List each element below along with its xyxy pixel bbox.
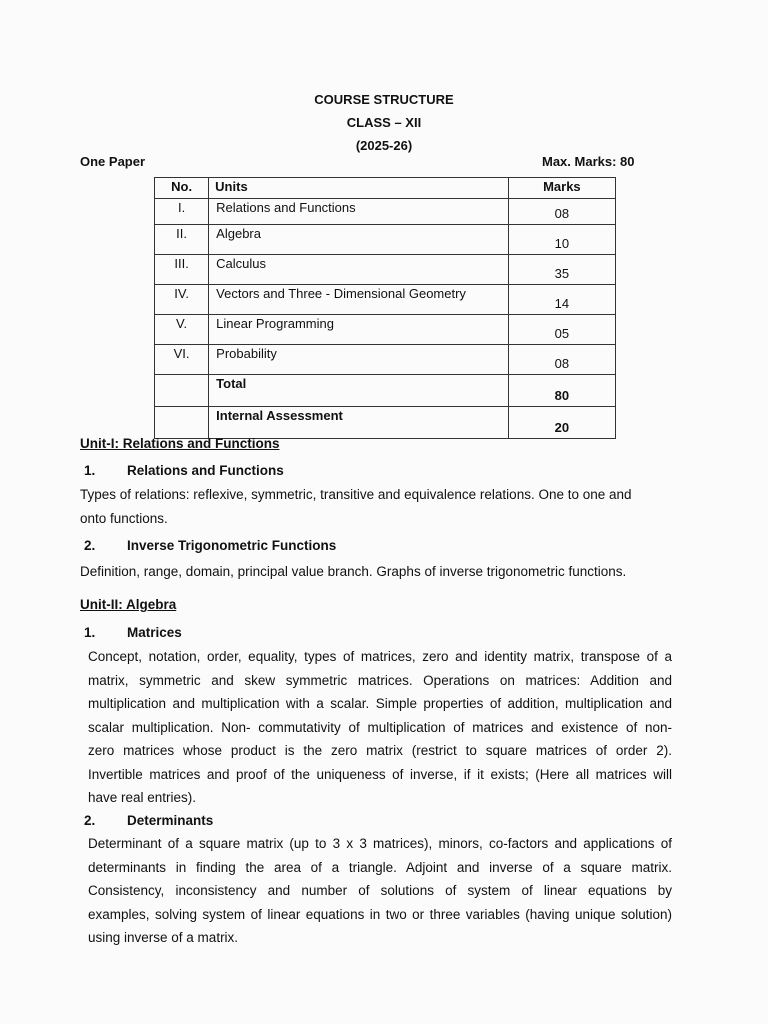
text-line: determinants in finding the area of a triangle. Adjoint and inverse of a square matrix. <box>88 859 672 875</box>
unit1-section1-text <box>80 483 680 530</box>
unit2-section1-text <box>88 645 672 810</box>
section-title: Determinants <box>127 813 214 828</box>
row-marks: 08 <box>508 199 615 225</box>
text-line: matrix, symmetric and skew symmetric matrices. Operations on matrices: Addition and <box>88 672 672 688</box>
row-marks: 35 <box>508 255 615 285</box>
unit2-section2-text <box>88 832 672 950</box>
text-line: scalar multiplication. Non- commutativity of multiplication of matrices and existence of non- <box>88 719 672 735</box>
table-row <box>155 255 616 285</box>
table-row <box>155 225 616 255</box>
max-marks-label: Max. Marks: 80 <box>542 154 635 169</box>
table-row <box>155 345 616 375</box>
row-unit: Probability <box>209 345 509 375</box>
course-structure-title: COURSE STRUCTURE <box>314 92 454 107</box>
row-no: VI. <box>155 345 209 375</box>
paper-label: One Paper <box>80 154 146 169</box>
text-line: multiplication and multiplication with a scalar. Simple properties of addition, multiplication and <box>88 696 672 711</box>
section-number: 2. <box>84 538 96 553</box>
internal-assessment-row <box>155 407 616 439</box>
table-header-row <box>155 178 616 199</box>
section-number: 1. <box>84 625 96 640</box>
text-line: zero matrices whose product is the zero matrix (restrict to square matrices of order 2). <box>88 743 672 758</box>
row-marks: 08 <box>508 345 615 375</box>
row-unit: Calculus <box>209 255 509 285</box>
table-row <box>155 315 616 345</box>
text-line: Concept, notation, order, equality, types of matrices, zero and identity matrix, transpose of a <box>88 649 672 664</box>
text-line: onto functions. <box>80 510 168 526</box>
row-no: V. <box>155 315 209 345</box>
internal-no-cell <box>155 407 209 439</box>
total-label: Total <box>209 375 509 407</box>
unit1-section2-text <box>80 560 680 584</box>
total-row <box>155 375 616 407</box>
text-line: Consistency, inconsistency and number of solutions of system of linear equations by <box>88 883 672 898</box>
section-title: Matrices <box>127 625 182 640</box>
row-no: II. <box>155 225 209 255</box>
internal-marks: 20 <box>508 407 615 439</box>
class-title: CLASS – XII <box>346 115 422 130</box>
row-no: III. <box>155 255 209 285</box>
unit2-heading: Unit-II: Algebra <box>80 597 177 612</box>
header-marks: Marks <box>508 178 615 199</box>
row-unit: Vectors and Three - Dimensional Geometry <box>209 285 509 315</box>
text-line: Determinant of a square matrix (up to 3 x 3 matrices), minors, co-factors and applications of <box>88 836 672 851</box>
section-number: 1. <box>84 463 96 478</box>
row-no: IV. <box>155 285 209 315</box>
section-title: Inverse Trigonometric Functions <box>127 538 337 553</box>
text-line: Definition, range, domain, principal value branch. Graphs of inverse trigonometric functions. <box>80 564 627 579</box>
section-title: Relations and Functions <box>127 463 284 478</box>
row-marks: 10 <box>508 225 615 255</box>
table-row <box>155 285 616 315</box>
header-units: Units <box>209 178 509 199</box>
text-line: Types of relations: reflexive, symmetric, transitive and equivalence relations. One to one and <box>80 487 632 502</box>
internal-label: Internal Assessment <box>209 407 509 439</box>
table-row <box>155 199 616 225</box>
section-number: 2. <box>84 813 96 828</box>
row-unit: Algebra <box>209 225 509 255</box>
row-marks: 14 <box>508 285 615 315</box>
total-marks: 80 <box>508 375 615 407</box>
unit-marks-table <box>154 177 616 439</box>
text-line: using inverse of a matrix. <box>88 930 239 945</box>
year-label: (2025-26) <box>355 138 413 153</box>
row-unit: Relations and Functions <box>209 199 509 225</box>
unit1-heading: Unit-I: Relations and Functions <box>80 436 280 451</box>
total-no-cell <box>155 375 209 407</box>
text-line: Invertible matrices and proof of the uniqueness of inverse, if it exists; (Here all matrices will <box>88 766 672 782</box>
text-line: examples, solving system of linear equations in two or three variables (having unique solution) <box>88 906 672 922</box>
row-marks: 05 <box>508 315 615 345</box>
text-line: have real entries). <box>88 790 197 805</box>
row-no: I. <box>155 199 209 225</box>
header-no: No. <box>155 178 209 199</box>
row-unit: Linear Programming <box>209 315 509 345</box>
